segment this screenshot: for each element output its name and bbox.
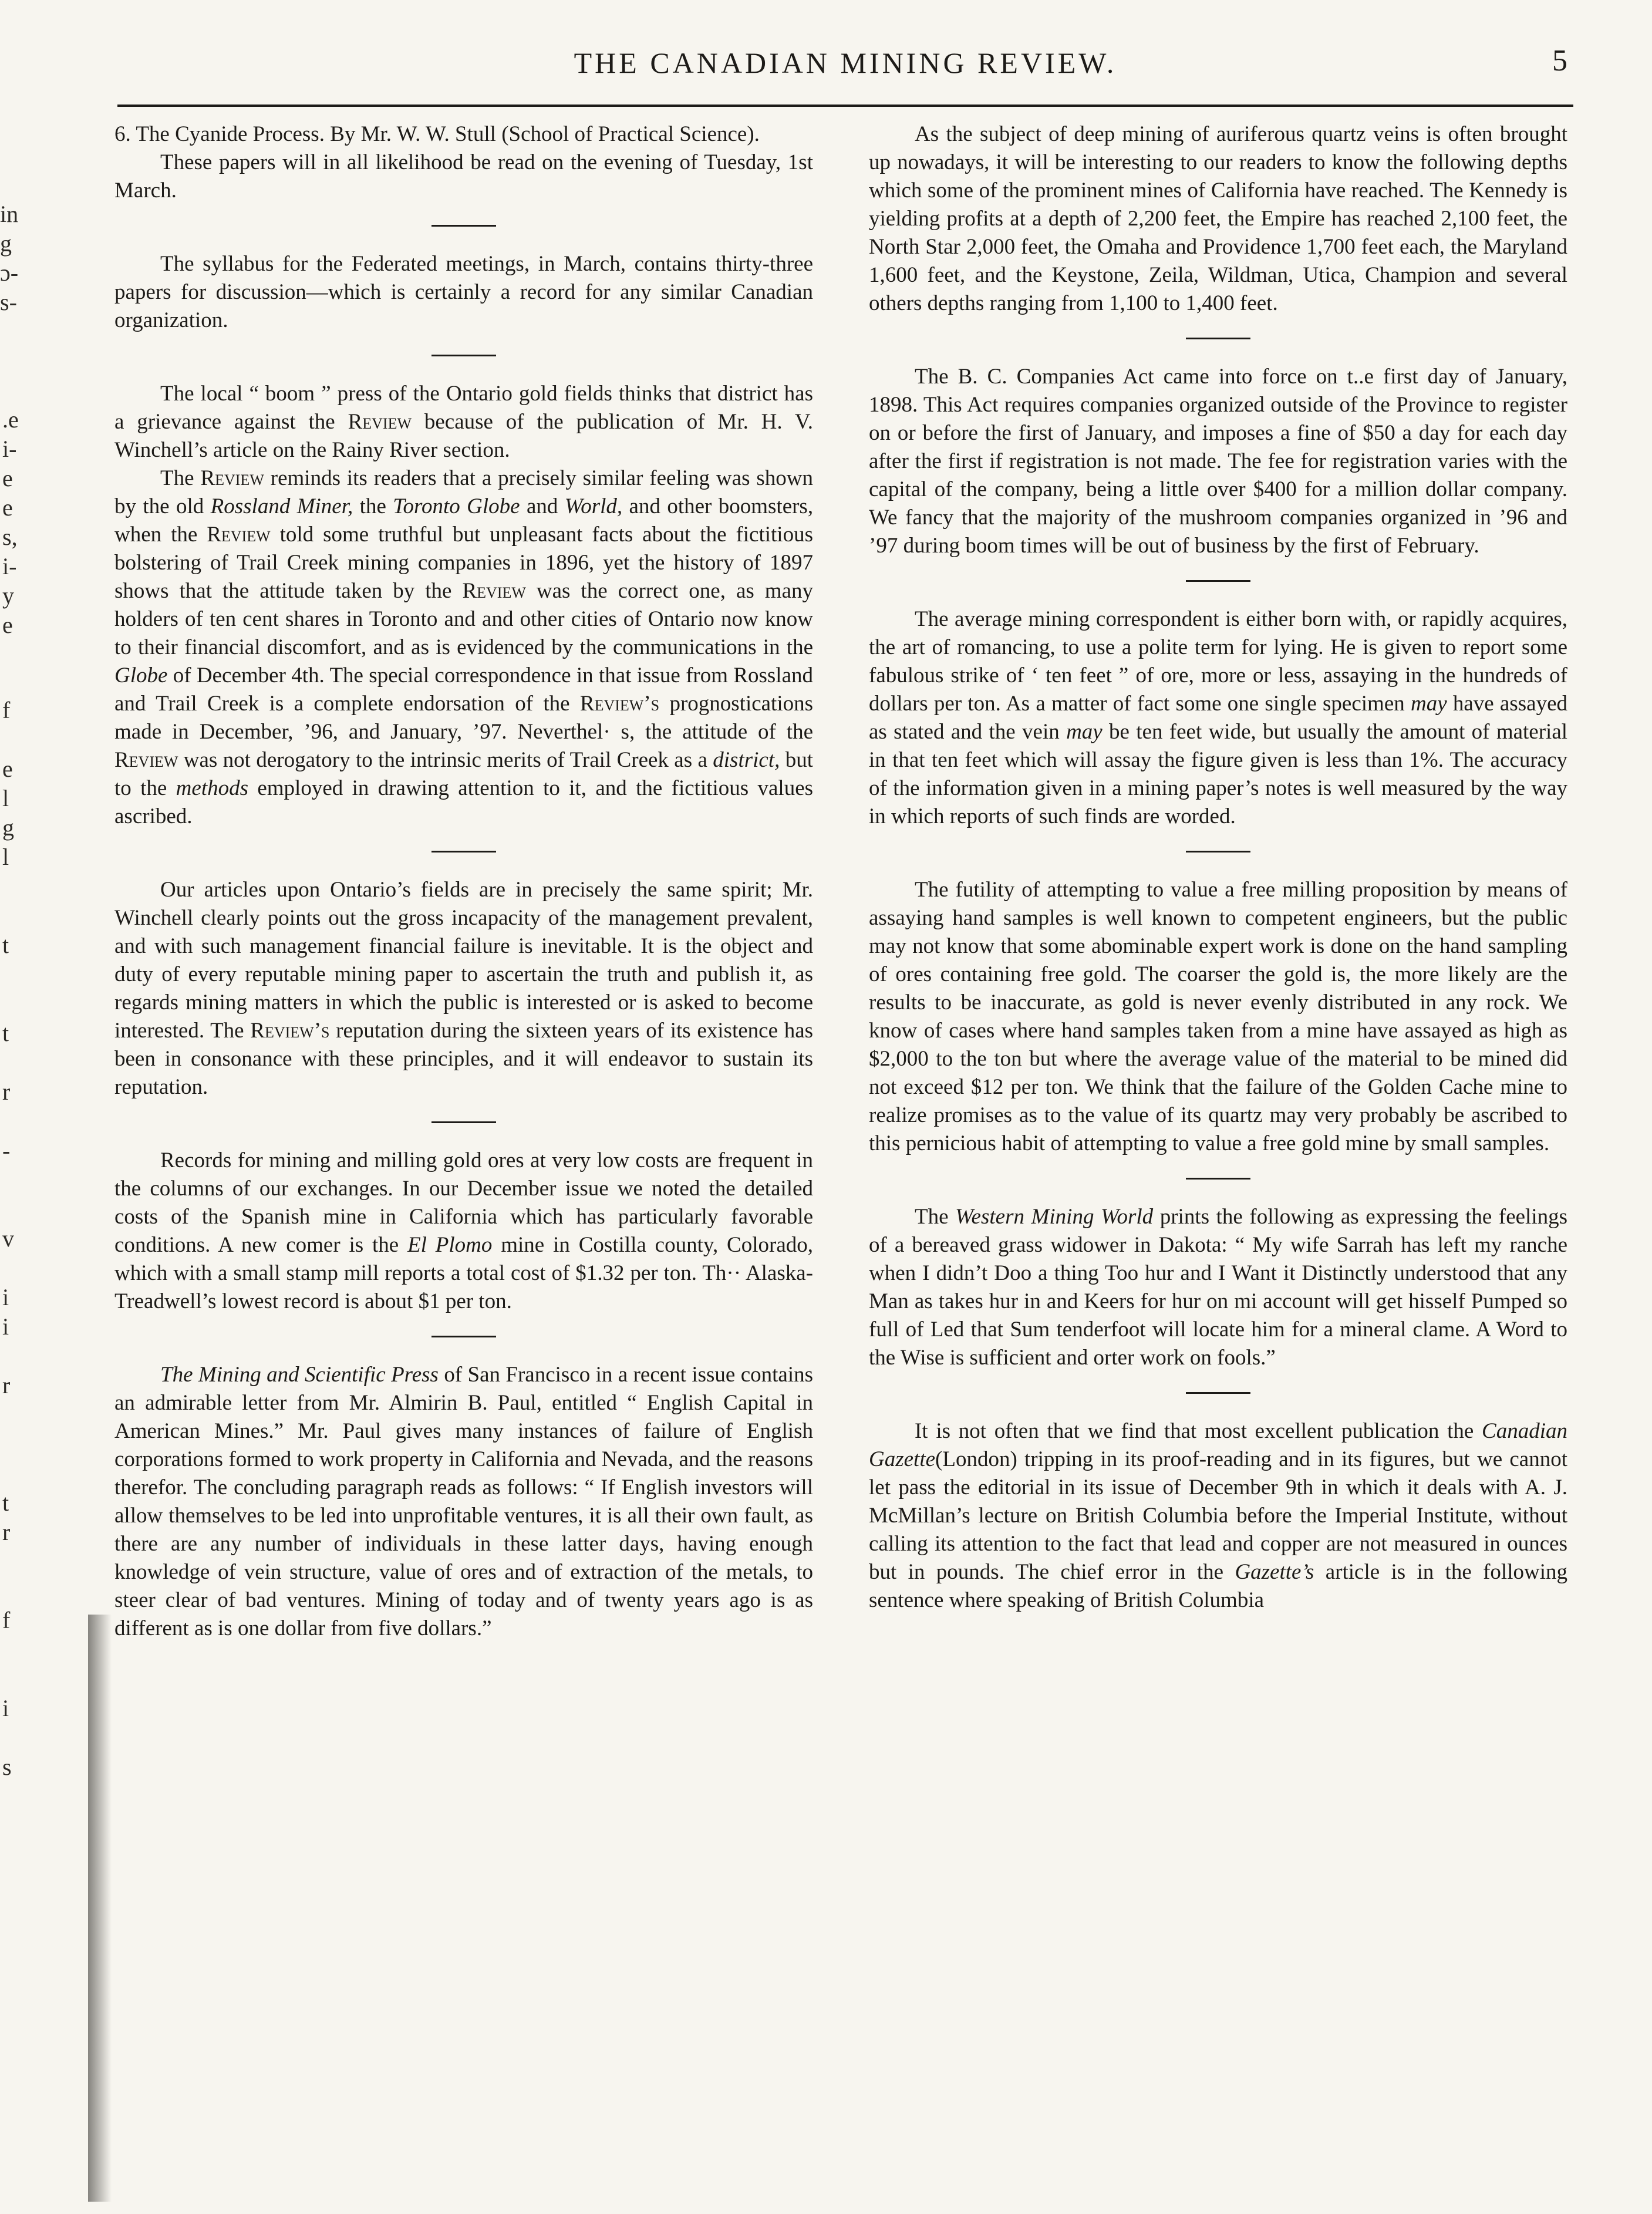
margin-fragment: in: [0, 201, 19, 227]
section-divider: [1186, 580, 1250, 582]
left-column: [114, 120, 813, 1643]
margin-fragment: s: [2, 1754, 12, 1780]
article-paragraph: The Mining and Scientific Press of San Francisco in a recent issue contains an admirable letter from Mr. Almirin B. Paul, entitled “ English Capital in American Mines.” Mr. Paul gives many instances of failure of English corporations formed to work property in California and Nevada, and the reasons therefor. The concluding paragraph reads as follows: “ If English investors will allow themselves to be led into unprofitable ventures, it is all their own fault, as there are any number of individuals in these latter days, having enough knowledge of vein structure, value of ores and of extraction of the metals, to steer clear of bad ventures. Mining of today and of twenty years ago is as different as is one dollar from five dollars.”: [114, 1363, 814, 1640]
article-paragraph: The local “ boom ” press of the Ontario gold fields thinks that district has a grievance against the Review because of the publication of Mr. H. V. Winchell’s article on the Rainy River section.: [114, 382, 814, 462]
binding-shadow: [88, 1615, 112, 2202]
left-margin-fragments: [0, 76, 88, 2213]
margin-fragment: i: [2, 1695, 9, 1721]
margin-fragment: s,: [2, 524, 18, 550]
page-number: 5: [1552, 44, 1567, 77]
margin-fragment: e: [2, 494, 13, 521]
section-divider: [1186, 338, 1250, 339]
section-divider: [431, 225, 496, 227]
article-paragraph: The B. C. Companies Act came into force on t..e first day of January, 1898. This Act requires companies organized outside of the Province to register on or before the first of January, and imposes a fine of $50 a day for each day after the first if registration is not made. The fee for registration varies with the capital of the company, being a little over $400 for a million dollar company. We fancy that the majority of the mushroom companies organized in ’96 and ’97 during boom times will be out of business by the first of February.: [869, 365, 1567, 558]
article-paragraph: Records for mining and milling gold ores at very low costs are frequent in the columns of our exchanges. In our December issue we noted the detailed costs of the Spanish mine in California which has particularly favorable conditions. A new comer is the El Plomo mine in Costilla county, Colorado, which with a small stamp mill reports a total cost of $1.32 per ton. Th·· Alaska-Treadwell’s lowest record is about $1 per ton.: [114, 1148, 813, 1313]
margin-fragment: r: [2, 1519, 11, 1545]
margin-fragment: i: [2, 1284, 9, 1310]
article-paragraph: The average mining correspondent is either born with, or rapidly acquires, the art of romancing, to use a polite term for lying. He is given to report some fabulous strike of ‘ ten feet ” of ore, more or less, assaying in the hundreds of dollars per ton. As a matter of fact some one single specimen may have assayed as stated and the vein may be ten feet wide, but usually the amount of material in that ten feet which will assay the figure given is less than 1%. The accuracy of the information given in a mining paper’s notes is well measured by the way in which reports of such finds are worded.: [869, 607, 1568, 828]
margin-fragment: l: [2, 844, 9, 870]
margin-fragment: i-: [2, 436, 17, 462]
header-rule: [117, 105, 1573, 107]
margin-fragment: g: [0, 230, 12, 257]
section-divider: [431, 1336, 496, 1337]
margin-fragment: y: [2, 582, 14, 609]
article-paragraph: Our articles upon Ontario’s fields are in precisely the same spirit; Mr. Winchell clearly points out the gross incapacity of the management prevalent, and with such management financial failure is inevitable. It is the object and duty of every reputable mining paper to ascertain the truth and publish it, as regards mining matters in which the public is interested or is asked to become interested. The Review’s reputation during the sixteen years of its existence has been in consonance with these principles, and it will endeavor to sustain its reputation.: [114, 878, 814, 1099]
section-divider: [1186, 1178, 1250, 1180]
margin-fragment: f: [2, 1607, 11, 1633]
margin-fragment: e: [2, 756, 13, 782]
article-paragraph: The Review reminds its readers that a precisely similar feeling was shown by the old Rossland Miner, the Toronto Globe and World, and other boomsters, when the Review told some truthful but unpleasant facts about the fictitious bolstering of Trail Creek mining companies in 1896, yet the history of 1897 shows that the attitude taken by the Review was the correct one, as many holders of ten cent shares in Toronto and and other cities of Ontario now know to their financial discomfort, and as is evidenced by the communications in the Globe of December 4th. The special correspondence in that issue from Rossland and Trail Creek is a complete endorsation of the Review’s prognostications made in December, ’96, and January, ’97. Neverthel· s, the attitude of the Review was not derogatory to the intrinsic merits of Trail Creek as a district, but to the methods employed in drawing attention to it, and the fictitious values ascribed.: [114, 466, 814, 828]
margin-fragment: -: [2, 1137, 11, 1164]
margin-fragment: g: [2, 814, 14, 841]
article-paragraph: These papers will in all likelihood be read on the evening of Tuesday, 1st March.: [114, 150, 813, 203]
margin-fragment: r: [2, 1372, 11, 1399]
margin-fragment: l: [2, 785, 9, 811]
masthead-title: THE CANADIAN MINING REVIEW.: [574, 46, 1117, 79]
margin-fragment: ɔ-: [0, 260, 19, 286]
section-divider: [1186, 851, 1250, 852]
section-divider: [431, 1121, 496, 1123]
margin-fragment: .e: [2, 406, 19, 433]
margin-fragment: t: [2, 1020, 9, 1046]
margin-fragment: i-: [2, 553, 17, 579]
margin-fragment: t: [2, 1490, 9, 1516]
article-paragraph: As the subject of deep mining of auriferous quartz veins is often brought up nowadays, it will be interesting to our readers to know the following depths which some of the prominent mines of California have reached. The Kennedy is yielding profits at a depth of 2,200 feet, the Empire has reached 2,100 feet, the North Star 2,000 feet, the Omaha and Providence 1,700 feet each, the Maryland 1,600 feet, and the Keystone, Zeila, Wildman, Utica, Champion and several others depths ranging from 1,100 to 1,400 feet.: [869, 122, 1567, 315]
section-divider: [1186, 1392, 1250, 1394]
margin-fragment: t: [2, 932, 9, 958]
article-paragraph: The Western Mining World prints the following as expressing the feelings of a bereaved grass widower in Dakota: “ My wife Sarrah has left my ranche when I didn’t Doo a thing Too hur and I Want it Distinctly understood that any Man as takes hur in and Keers for hur on mi account will get hisself Pumped so full of Led that Sum tenderfoot will locate him for a mineral clame. A Word to the Wise is sufficient and orter work on fools.”: [869, 1205, 1568, 1370]
margin-fragment: s-: [0, 289, 17, 315]
article-paragraph: The syllabus for the Federated meetings, in March, contains thirty-three papers for discussion—which is certainly a record for any similar Canadian organization.: [114, 252, 813, 332]
syllabus-item: 6. The Cyanide Process. By Mr. W. W. Stull (School of Practical Science).: [114, 122, 760, 146]
margin-fragment: r: [2, 1079, 11, 1105]
margin-fragment: e: [2, 465, 13, 491]
margin-fragment: e: [2, 612, 13, 638]
article-paragraph: The futility of attempting to value a free milling proposition by means of assaying hand samples is well known to competent engineers, but the public may not know that some abominable expert work is done on the hand sampling of ores containing free gold. The coarser the gold is, the more likely are the results to be inaccurate, as gold is never evenly distributed in any rock. We know of cases where hand samples taken from a mine have assayed as high as $2,000 to the ton but where the average value of the material to be mined did not exceed $12 per ton. We think that the failure of the Golden Cache mine to realize promises as to the value of its quartz may very probably be ascribed to this pernicious habit of attempting to value a free gold mine by small samples.: [869, 878, 1567, 1155]
margin-fragment: f: [2, 697, 11, 723]
page-header: [117, 41, 1573, 100]
section-divider: [431, 355, 496, 356]
section-divider: [431, 851, 496, 852]
article-paragraph: It is not often that we find that most excellent publication the Canadian Gazette(London) tripping in its proof-reading and in its figures, but we cannot let pass the editorial in its issue of December 9th in which it deals with A. J. McMillan’s lecture on British Columbia before the Imperial Institute, without calling its attention to the fact that lead and copper are not measured in ounces but in pounds. The chief error in the Gazette’s article is in the following sentence where speaking of British Columbia: [869, 1419, 1567, 1612]
margin-fragment: i: [2, 1313, 9, 1340]
right-column: [869, 120, 1567, 1615]
margin-fragment: v: [2, 1225, 14, 1252]
